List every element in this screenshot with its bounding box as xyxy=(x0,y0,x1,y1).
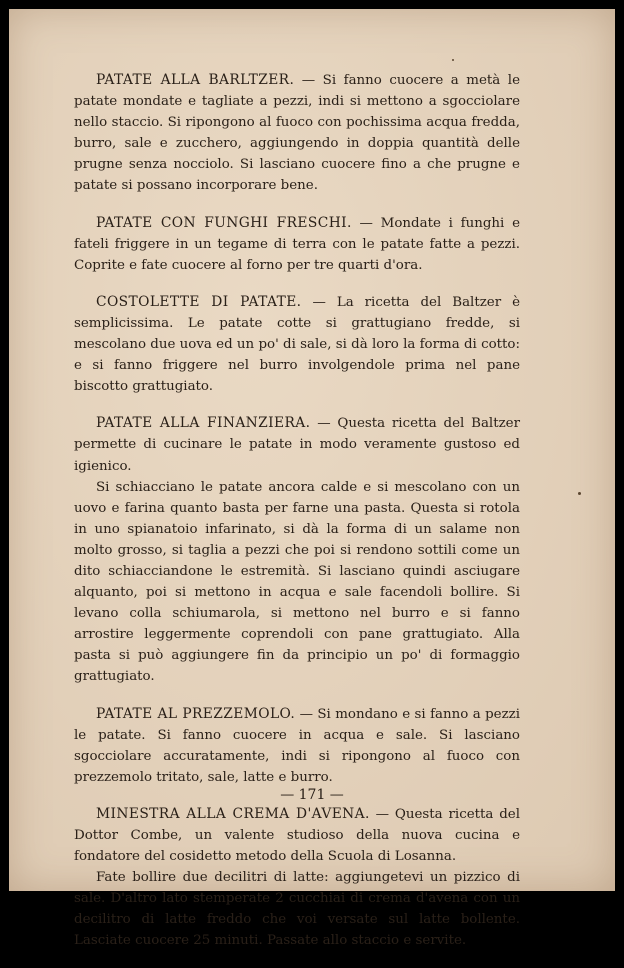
recipe-section xyxy=(74,70,520,197)
recipe-body-text: Fate bollire due decilitri di latte: aggiungetevi un pizzico di sale. D'altro lato stemperate 2 cucchiai di crema d'avena con un decilitro di latte freddo che voi versate sul latte bollente. Lasciate cuocere 25 minuti. Passate allo staccio e servite. xyxy=(74,870,520,949)
recipe-paragraph-first xyxy=(74,292,520,397)
title-dash: — xyxy=(301,73,316,88)
recipe-title: COSTOLETTE DI PATATE. xyxy=(96,293,302,310)
title-dash: — xyxy=(312,294,326,310)
recipe-title: PATATE ALLA FINANZIERA. xyxy=(96,415,311,432)
recipe-section xyxy=(74,292,520,397)
recipe-body-text: Mondate i funghi e fateli friggere in un tegame di terra con le patate fatte a pezzi. Coprite e fate cuocere al forno per tre quarti d'ora. xyxy=(74,215,520,273)
recipe-title: PATATE AL PREZZEMOLO. xyxy=(96,705,296,722)
recipe-paragraph-first xyxy=(74,804,520,867)
recipe-section xyxy=(74,413,520,687)
recipe-paragraph-first xyxy=(74,213,520,276)
recipe-paragraph xyxy=(74,867,520,951)
recipe-body-text: Questa ricetta del Dottor Combe, un valente studioso della nuova cucina e fondatore del cosidetto metodo della Scuola di Losanna. xyxy=(74,806,520,865)
title-dash: — xyxy=(359,215,373,231)
recipe-text-block xyxy=(74,70,520,968)
ink-speck xyxy=(578,492,581,495)
title-dash: — xyxy=(299,706,313,722)
recipe-body-text: Questa ricetta del Baltzer permette di cucinare le patate in modo veramente gustoso ed igienico. xyxy=(74,416,520,474)
recipe-paragraph-first xyxy=(74,70,520,197)
recipe-title: MINESTRA ALLA CREMA D'AVENA. xyxy=(96,805,370,822)
recipe-body-text: Si schiacciano le patate ancora calde e si mescolano con un uovo e farina quanto basta per farne una pasta. Questa si rotola in uno spianatoio infarinato, si dà la forma di un salame non molto grosso, si taglia a pezzi che poi si rendono sottili come un dito schiacciandone le estremità. Si lasciano quindi asciugare alquanto, poi si mettono in acqua e sale facendoli bollire. Si levano colla schiumarola, si mettono nel burro e si fanno arrostire leggermente coprendoli con pane grattugiato. Alla pasta si può aggiungere fin da principio un po' di formaggio grattugiato. xyxy=(74,479,520,685)
title-dash: — xyxy=(317,416,331,432)
recipe-paragraph xyxy=(74,477,520,688)
recipe-paragraph-first xyxy=(74,704,520,788)
recipe-body-text: Si mondano e si fanno a pezzi le patate. Si fanno cuocere in acqua e sale. Si lasciano sgocciolare accuratamente, indi si ripongono al fuoco con prezzemolo tritato, sale, latte e burro. xyxy=(74,706,520,785)
ink-speck xyxy=(452,59,454,61)
recipe-body-text: Si fanno cuocere a metà le patate mondate e tagliate a pezzi, indi si mettono a sgocciolare nello staccio. Si ripongono al fuoco con pochissima acqua fredda, burro, sale e zucchero, aggiungendo in doppia quantità delle prugne senza nocciolo. Si lasciano cuocere fino a che prugne e patate si possano incorporare bene. xyxy=(74,73,520,194)
recipe-section xyxy=(74,704,520,788)
page-number: — 171 — xyxy=(280,787,344,803)
title-dash: — xyxy=(375,806,390,822)
recipe-title: PATATE CON FUNGHI FRESCHI. xyxy=(96,214,352,231)
recipe-title: PATATE ALLA BARLTZER. xyxy=(96,72,295,88)
recipe-section xyxy=(74,213,520,276)
recipe-section xyxy=(74,804,520,952)
recipe-paragraph-first xyxy=(74,413,520,476)
recipe-body-text: La ricetta del Baltzer è semplicissima. Le patate cotte si grattugiano fredde, si mescolano due uova ed un po' di sale, si dà loro la forma di cotto: e si fanno friggere nel burro involgendole prima nel pane biscotto grattugiato. xyxy=(74,294,520,395)
